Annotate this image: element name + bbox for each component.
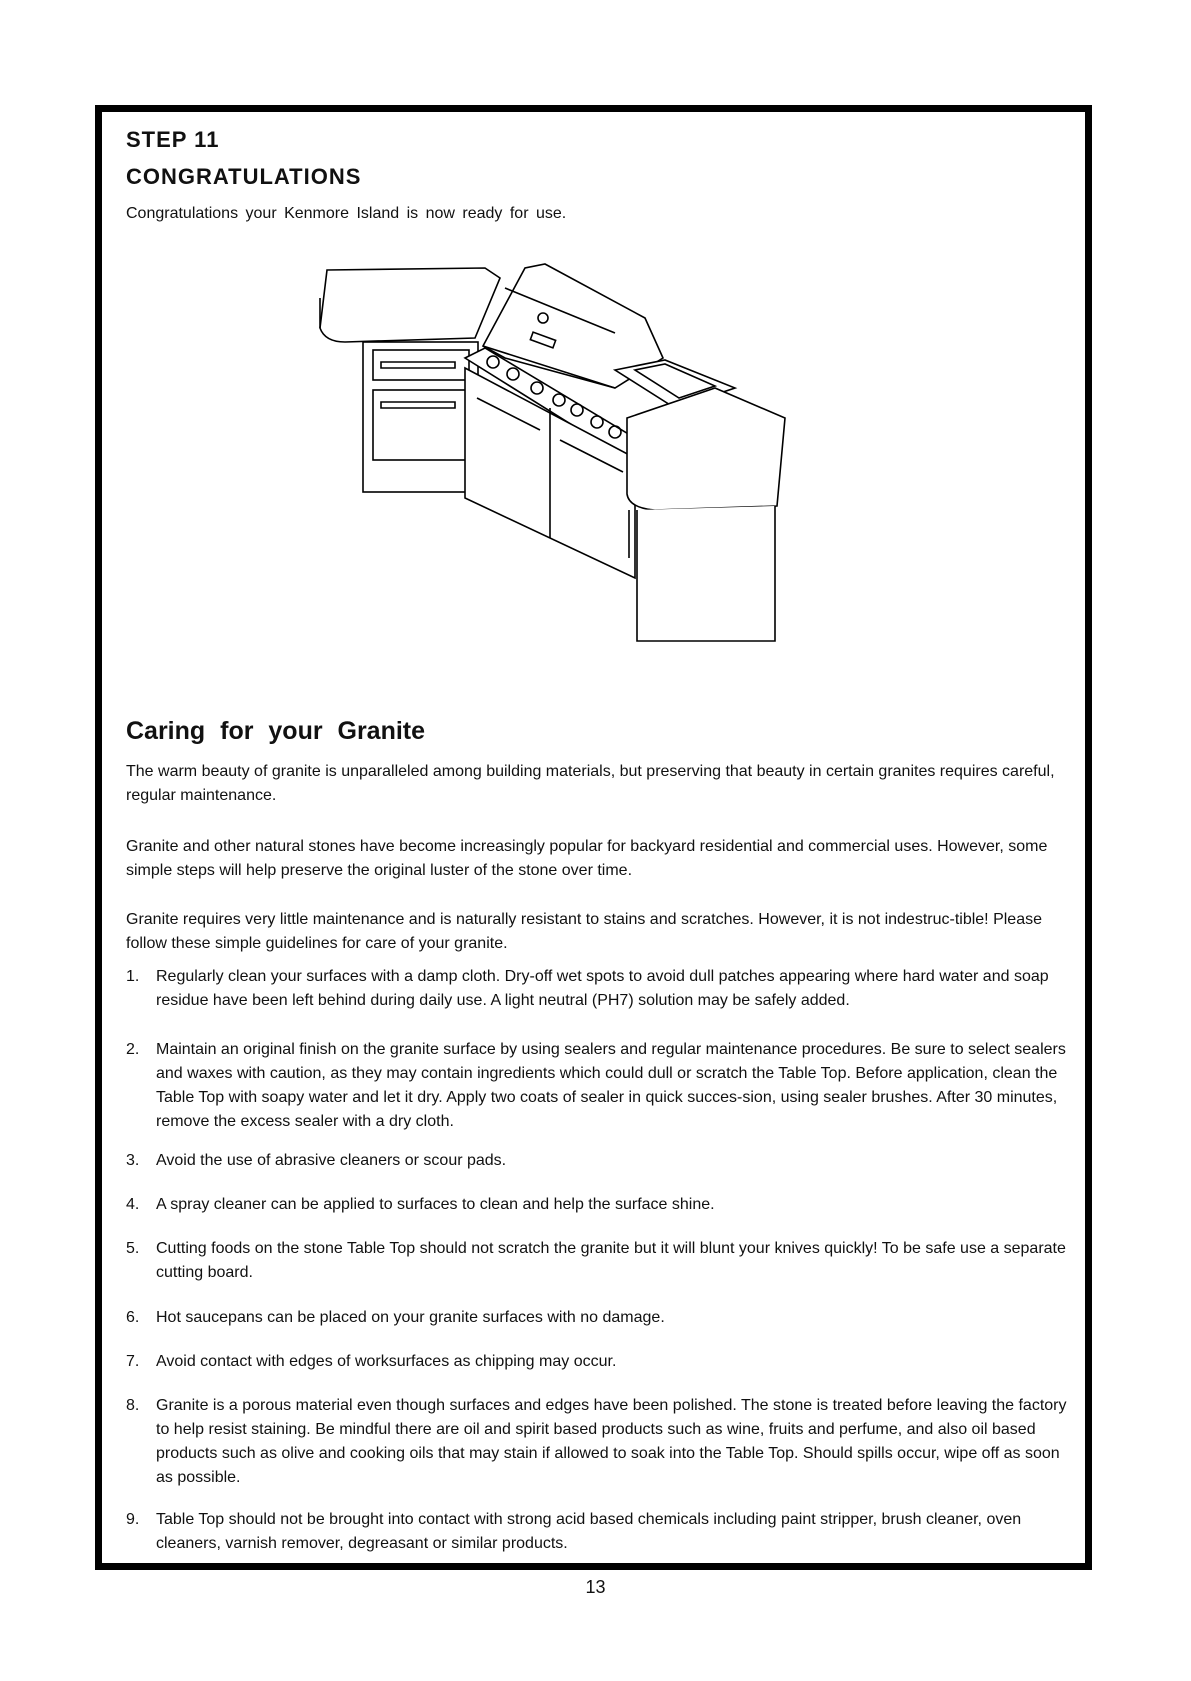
list-item-text: A spray cleaner can be applied to surfaces to clean and help the surface shine. [156,1196,715,1213]
island-grill-illustration [315,258,845,690]
list-item-number: 1. [126,968,140,985]
list-item-number: 9. [126,1511,140,1528]
page-number: 13 [585,1577,606,1597]
list-item-text: Cutting foods on the stone Table Top should not scratch the granite but it will blunt your knives quickly! To be safe use a separate cutting board. [156,1240,1066,1281]
list-item-number: 8. [126,1397,140,1414]
list-item-number: 5. [126,1240,140,1257]
list-item-text: Regularly clean your surfaces with a damp cloth. Dry-off wet spots to avoid dull patches appearing where hard water and soap residue have been left behind during daily use. A light neutral (PH7) solution may be safely added. [156,968,1049,1009]
page-heading: CONGRATULATIONS [126,164,362,189]
list-item-text: Granite is a porous material even though surfaces and edges have been polished. The stone is treated before leaving the factory to help resist staining. Be mindful there are oil and spirit based products such as wine, fruits and perfume, and also oil based products such as olive and cooking oils that may stain if allowed to soak into the Table Top. Should spills occur, wipe off as soon as possible. [156,1397,1067,1486]
list-item-text: Hot saucepans can be placed on your granite surfaces with no damage. [156,1309,665,1326]
section-title: Caring for your Granite [126,717,426,745]
list-item-number: 6. [126,1309,140,1326]
intro-text: Congratulations your Kenmore Island is now ready for use. [126,205,567,222]
step-title: STEP 11 [126,127,220,152]
list-item-text: Maintain an original finish on the granite surface by using sealers and regular maintenance procedures. Be sure to select sealers and waxes with caution, as they may contain ingredients which could dull or scratch the Table Top. Before application, clean the Table Top with soapy water and let it dry. Apply two coats of sealer in quick succes-sion, using sealer brushes. After 30 minutes, remove the excess sealer with a dry cloth. [156,1041,1066,1130]
list-item-number: 4. [126,1196,140,1213]
list-item-number: 3. [126,1152,140,1169]
list-item-text: Avoid the use of abrasive cleaners or scour pads. [156,1152,507,1169]
paragraph: Granite and other natural stones have become increasingly popular for backyard residential and commercial uses. However, some simple steps will help preserve the original luster of the stone over time. [126,838,1048,879]
list-item-text: Avoid contact with edges of worksurfaces as chipping may occur. [156,1353,617,1370]
paragraph: The warm beauty of granite is unparalleled among building materials, but preserving that beauty in certain granites requires careful, regular maintenance. [126,763,1055,804]
list-item-number: 2. [126,1041,140,1058]
list-item-text: Table Top should not be brought into contact with strong acid based chemicals including paint stripper, brush cleaner, oven cleaners, varnish remover, degreasant or similar products. [156,1511,1022,1552]
paragraph: Granite requires very little maintenance and is naturally resistant to stains and scratches. However, it is not indestruc-tible! Please follow these simple guidelines for care of your granite. [126,911,1042,952]
list-item-number: 7. [126,1353,140,1370]
